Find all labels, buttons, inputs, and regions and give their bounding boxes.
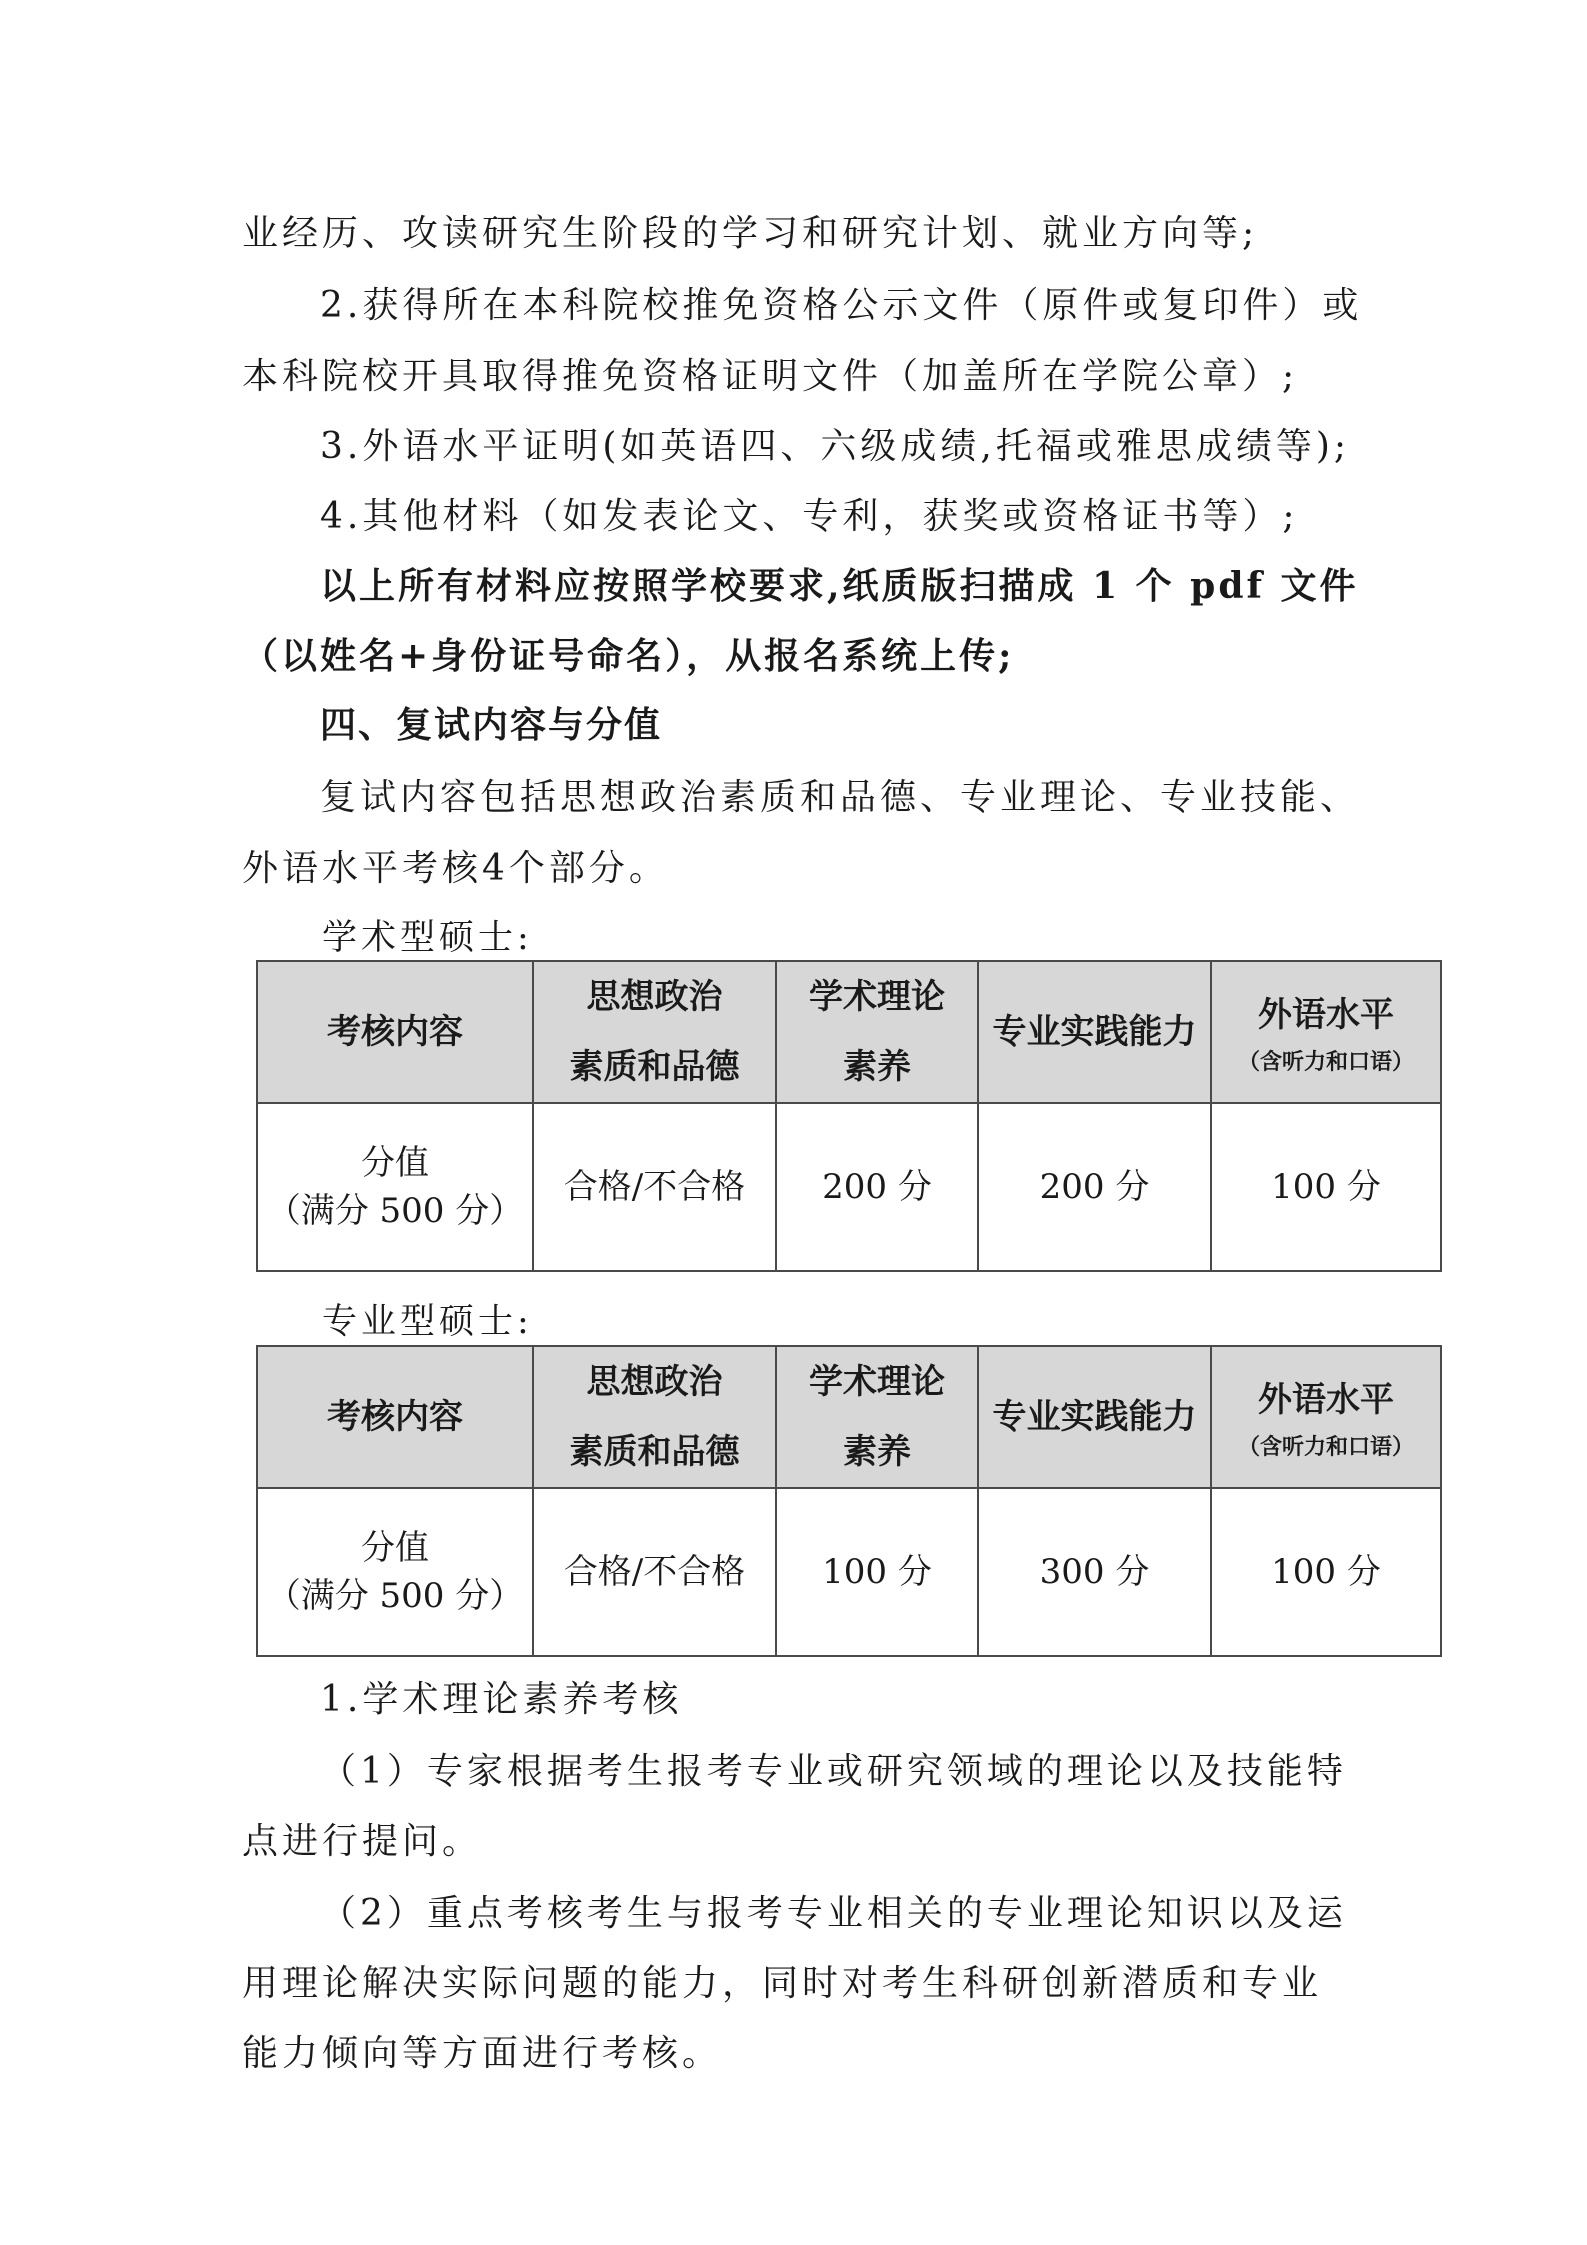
header-cell: 学术理论 素养 <box>776 961 978 1103</box>
paragraph-line: 能力倾向等方面进行考核。 <box>242 2033 723 2074</box>
table-cell: 100 分 <box>1211 1488 1441 1656</box>
header-cell: 专业实践能力 <box>978 961 1211 1103</box>
header-cell: 考核内容 <box>257 1346 533 1488</box>
table-cell: 100 分 <box>776 1488 978 1656</box>
table-row <box>257 1488 1441 1656</box>
paragraph-line: 点进行提问。 <box>242 1821 483 1862</box>
score-table-professional <box>256 1345 1442 1657</box>
paragraph-line: 业经历、攻读研究生阶段的学习和研究计划、就业方向等; <box>242 213 1259 254</box>
table-cell: 200 分 <box>776 1103 978 1271</box>
table-cell: 合格/不合格 <box>533 1488 776 1656</box>
table-row <box>257 1103 1441 1271</box>
table-header-row <box>257 961 1441 1103</box>
list-item-3: 3.外语水平证明(如英语四、六级成绩,托福或雅思成绩等); <box>320 426 1351 467</box>
header-cell: 考核内容 <box>257 961 533 1103</box>
list-item-2-continued: 本科院校开具取得推免资格证明文件（加盖所在学院公章）; <box>242 356 1299 397</box>
table-header-row <box>257 1346 1441 1488</box>
list-item-2: 2.获得所在本科院校推免资格公示文件（原件或复印件）或 <box>320 285 1363 326</box>
table-cell: 合格/不合格 <box>533 1103 776 1271</box>
bold-instruction-continued: （以姓名+身份证号命名），从报名系统上传; <box>242 635 1015 677</box>
score-table-academic <box>256 960 1442 1272</box>
paragraph-line: （2）重点考核考生与报考专业相关的专业理论知识以及运 <box>320 1893 1347 1934</box>
table-label-academic: 学术型硕士: <box>322 918 533 958</box>
table-cell: 300 分 <box>978 1488 1211 1656</box>
header-cell: 学术理论 素养 <box>776 1346 978 1488</box>
table-cell: 分值 （满分 500 分） <box>257 1488 533 1656</box>
header-cell: 外语水平 （含听力和口语） <box>1211 1346 1441 1488</box>
paragraph-line: 外语水平考核4个部分。 <box>242 848 669 889</box>
paragraph-line: 用理论解决实际问题的能力，同时对考生科研创新潜质和专业 <box>242 1963 1323 2004</box>
section-heading: 四、复试内容与分值 <box>320 705 663 746</box>
paragraph-line: 复试内容包括思想政治素质和品德、专业理论、专业技能、 <box>320 777 1361 818</box>
list-item-4: 4.其他材料（如发表论文、专利，获奖或资格证书等）; <box>320 496 1299 537</box>
header-note: （含听力和口语） <box>1237 1050 1414 1075</box>
table-cell: 200 分 <box>978 1103 1211 1271</box>
header-note: （含听力和口语） <box>1237 1435 1414 1460</box>
header-cell: 思想政治 素质和品德 <box>533 961 776 1103</box>
table-cell: 分值 （满分 500 分） <box>257 1103 533 1271</box>
header-cell: 外语水平 （含听力和口语） <box>1211 961 1441 1103</box>
bold-instruction: 以上所有材料应按照学校要求,纸质版扫描成 1 个 pdf 文件 <box>320 565 1359 607</box>
paragraph-line: （1）专家根据考生报考专业或研究领域的理论以及技能特 <box>320 1751 1347 1792</box>
table-cell: 100 分 <box>1211 1103 1441 1271</box>
table-label-professional: 专业型硕士: <box>322 1302 533 1342</box>
subsection-heading: 1.学术理论素养考核 <box>320 1679 683 1720</box>
header-cell: 专业实践能力 <box>978 1346 1211 1488</box>
header-cell: 思想政治 素质和品德 <box>533 1346 776 1488</box>
